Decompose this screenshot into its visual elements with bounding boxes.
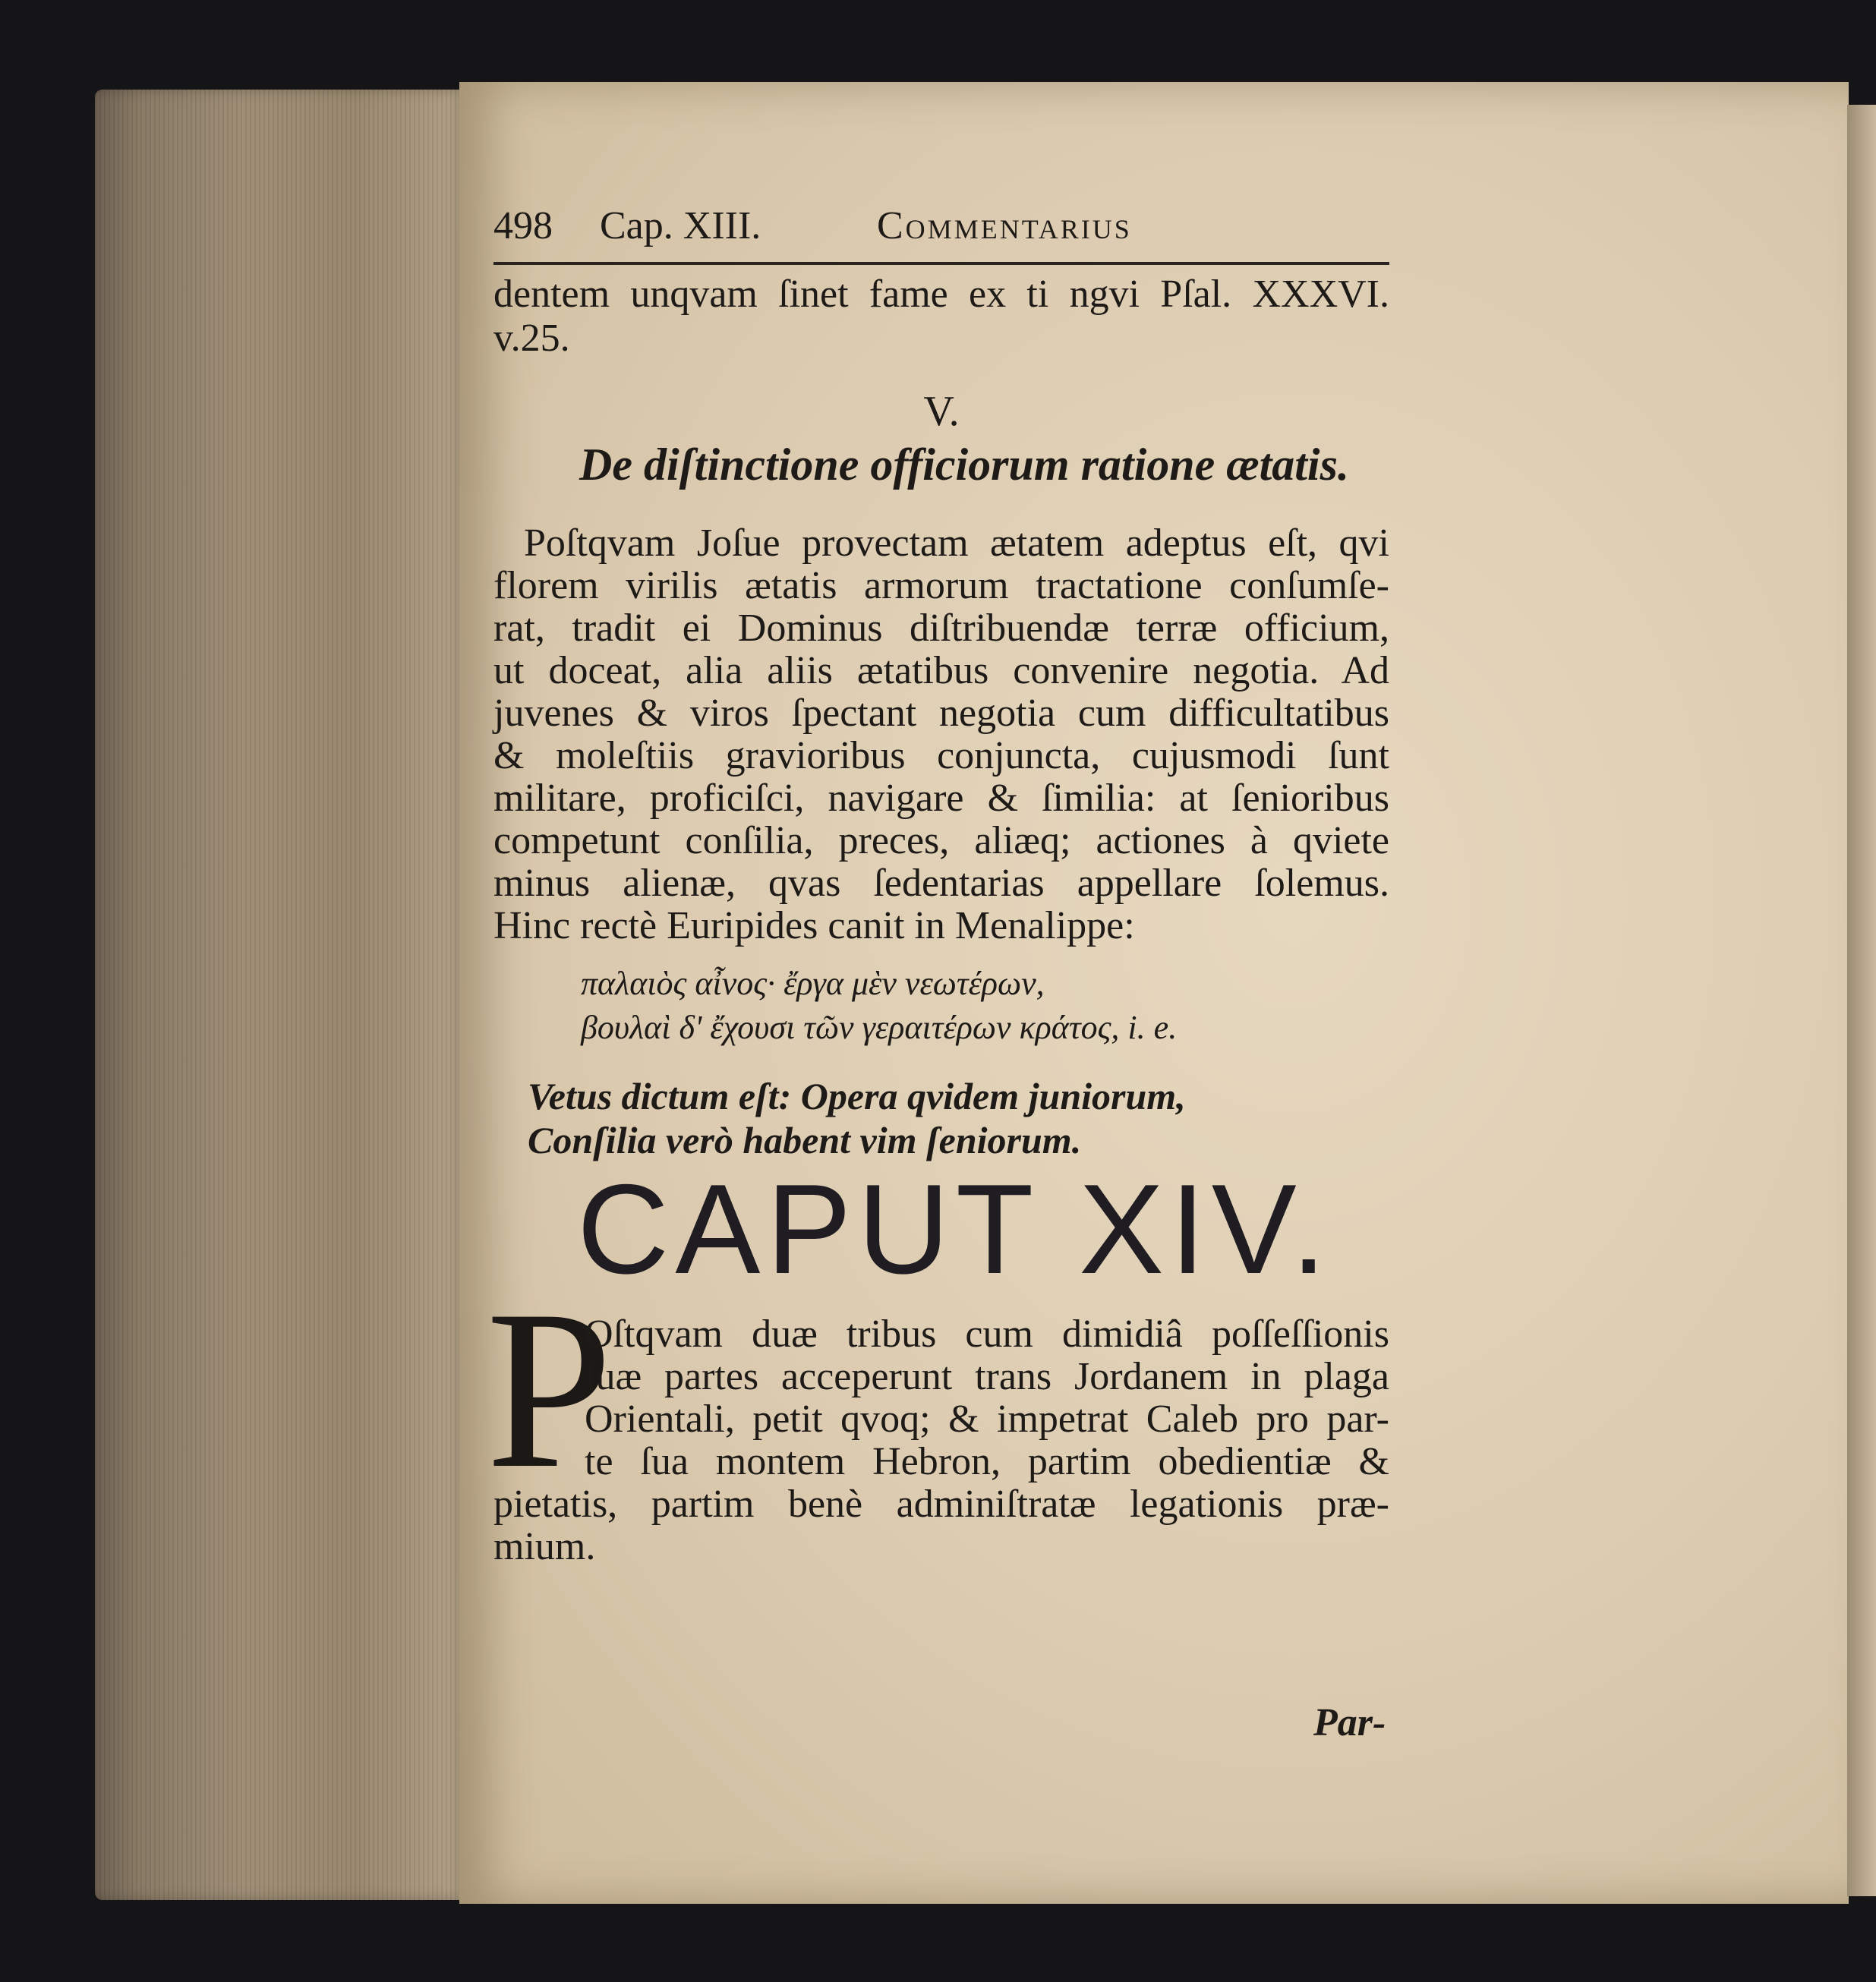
text-line: Orientali, petit qvoq; & impetrat Caleb pro par- [585, 1397, 1389, 1441]
text-line: Poſtqvam Joſue provectam ætatem adeptus eſt, qvi [524, 521, 1389, 565]
text-line: juvenes & viros ſpectant negotia cum difficultatibus [493, 692, 1389, 735]
text-line: Hinc rectè Euripides canit in Menalippe: [493, 904, 1135, 947]
drop-capital: P [486, 1263, 613, 1515]
section-title: De diſtinctione officiorum ratione ætatis. [579, 440, 1349, 490]
text-line: pietatis, partim benè adminiſtratæ legationis præ- [493, 1483, 1389, 1526]
running-title: Commentarius [877, 204, 1132, 247]
text-line: militare, proficiſci, navigare & ſimilia: at ſenioribus [493, 777, 1389, 820]
text-line: mium. [493, 1525, 596, 1568]
header-rule [493, 262, 1389, 265]
page-number: 498 [493, 204, 553, 247]
chapter-reference: Cap. XIII. [600, 204, 761, 247]
translation-line: Conſilia verò habent vim ſeniorum. [528, 1119, 1082, 1161]
text-line: florem virilis ætatis armorum tractatione conſumſe- [493, 564, 1389, 607]
text-line: ſuæ partes acceperunt trans Jordanem in plaga [585, 1355, 1389, 1398]
text-line: dentem unqvam ſinet fame ex ti ngvi Pſal. XXXVI. [493, 273, 1389, 316]
text-line: ut doceat, alia aliis ætatibus convenire negotia. Ad [493, 649, 1389, 692]
greek-verse-line: παλαιὸς αἶνος· ἔργα μὲν νεωτέρων, [581, 965, 1045, 1002]
chapter-title: CAPUT XIV. [577, 1158, 1333, 1300]
next-leaf-edge [1847, 105, 1876, 1896]
greek-verse-line: βουλαὶ δ' ἔχουσι τῶν γεραιτέρων κράτος, i. e. [581, 1009, 1178, 1046]
section-number: V. [923, 388, 960, 435]
catchword: Par- [1313, 1701, 1386, 1744]
text-line: competunt conſilia, preces, aliæq; actiones à qviete [493, 819, 1389, 862]
text-line: te ſua montem Hebron, partim obedientiæ & [585, 1440, 1389, 1483]
running-header [493, 203, 1389, 257]
translation-line: Vetus dictum eſt: Opera qvidem juniorum, [528, 1075, 1186, 1117]
text-line: & moleſtiis gravioribus conjuncta, cujusmodi ſunt [493, 734, 1389, 777]
text-line: v.25. [493, 317, 570, 360]
text-line: minus alienæ, qvas ſedentarias appellare ſolemus. [493, 862, 1389, 905]
text-line: rat, tradit ei Dominus diſtribuendæ terræ officium, [493, 607, 1389, 650]
page-edges [95, 90, 467, 1900]
text-line: Oſtqvam duæ tribus cum dimidiâ poſſeſſionis [585, 1312, 1389, 1356]
